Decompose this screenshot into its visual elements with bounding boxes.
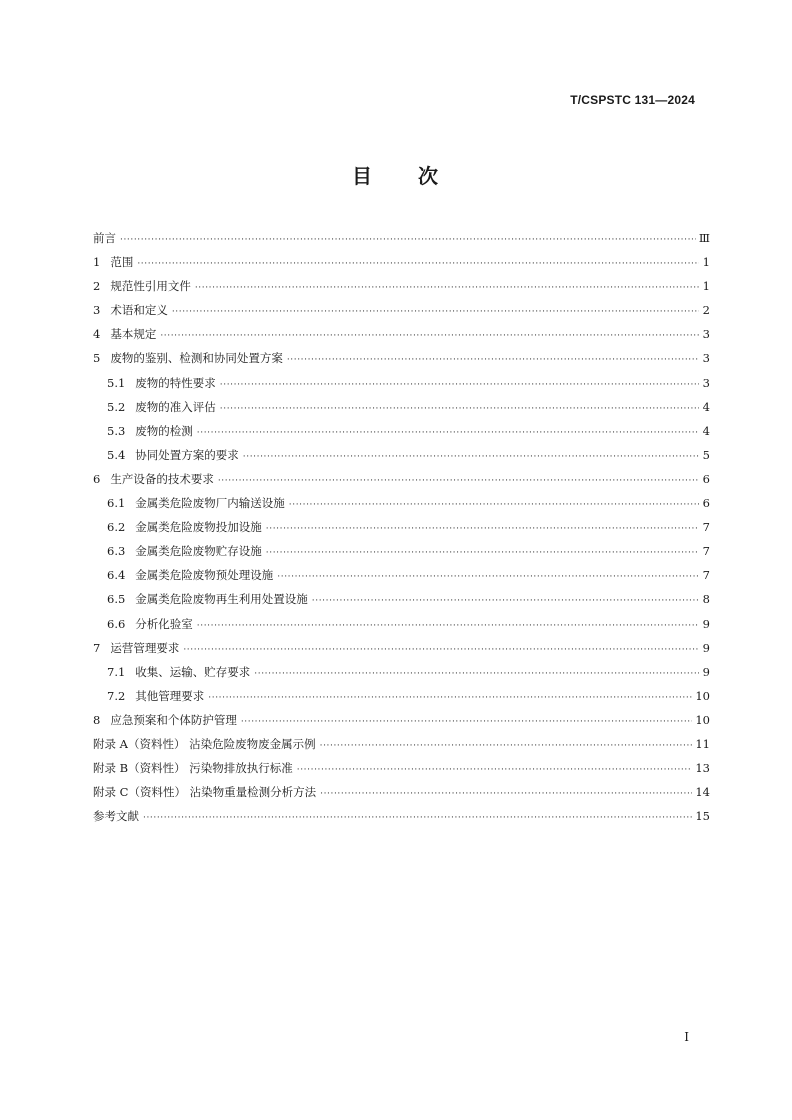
- toc-entry-page: Ⅲ: [698, 231, 710, 245]
- toc-entry-number: 4: [93, 327, 101, 342]
- toc-dot-leader: [160, 324, 699, 348]
- toc-dot-leader: [243, 445, 699, 469]
- toc-dot-leader: [143, 806, 692, 830]
- toc-dot-leader: [172, 300, 699, 324]
- toc-entry[interactable]: [93, 563, 710, 587]
- toc-entry-page: 1: [702, 255, 710, 270]
- toc-entry[interactable]: [93, 539, 710, 563]
- toc-entry-page: 7: [702, 520, 710, 535]
- toc-dot-leader: [197, 614, 699, 638]
- toc-entry[interactable]: [93, 346, 710, 370]
- toc-dot-leader: [289, 493, 699, 517]
- toc-entry-number: 2: [93, 279, 101, 294]
- toc-entry[interactable]: [93, 226, 710, 250]
- toc-entry-number: 6.5: [107, 592, 126, 607]
- toc-entry[interactable]: [93, 322, 710, 346]
- toc-entry-title: 废物的检测: [135, 423, 193, 438]
- toc-dot-leader: [287, 348, 699, 372]
- toc-dot-leader: [197, 421, 699, 445]
- toc-entry-page: 3: [702, 351, 710, 366]
- toc-entry[interactable]: [93, 587, 710, 611]
- toc-entry-page: 1: [702, 279, 710, 294]
- toc-entry[interactable]: [93, 804, 710, 828]
- toc-entry-title: 规范性引用文件: [110, 279, 191, 294]
- toc-dot-leader: [266, 541, 699, 565]
- toc-entry-number: 7.2: [107, 688, 126, 703]
- toc-entry-page: 9: [702, 640, 710, 655]
- toc-entry-page: 3: [702, 375, 710, 390]
- toc-dot-leader: [312, 589, 699, 613]
- toc-entry-page: 10: [695, 688, 710, 703]
- toc-dot-leader: [297, 758, 693, 782]
- toc-entry[interactable]: [93, 515, 710, 539]
- toc-entry-number: 7: [93, 640, 101, 655]
- toc-entry[interactable]: [93, 274, 710, 298]
- toc-entry[interactable]: [93, 756, 710, 780]
- toc-entry-title: 分析化验室: [135, 616, 193, 631]
- toc-entry-page: 3: [702, 327, 710, 342]
- toc-dot-leader: [120, 228, 696, 252]
- toc-entry[interactable]: [93, 732, 710, 756]
- toc-entry-page: 7: [702, 568, 710, 583]
- toc-entry-title: 其他管理要求: [135, 688, 205, 703]
- toc-entry-page: 6: [702, 471, 710, 486]
- toc-entry-title: 附录 B（资料性） 污染物排放执行标准: [93, 761, 293, 776]
- toc-entry-number: 6.1: [107, 496, 126, 511]
- toc-entry-page: 2: [702, 303, 710, 318]
- toc-entry-page: 6: [702, 496, 710, 511]
- toc-entry[interactable]: [93, 660, 710, 684]
- toc-entry-number: 5.1: [107, 375, 126, 390]
- toc-entry-page: 4: [702, 399, 710, 414]
- toc-entry-number: 5.2: [107, 399, 126, 414]
- page-title: [0, 160, 792, 189]
- toc-entry-title: 金属类危险废物厂内输送设施: [135, 496, 285, 511]
- toc-entry[interactable]: [93, 298, 710, 322]
- toc-entry-number: 8: [93, 712, 101, 727]
- toc-entry-number: 5.4: [107, 447, 126, 462]
- toc-entry-page: 4: [702, 423, 710, 438]
- toc-entry-title: 基本规定: [110, 327, 157, 342]
- toc-entry-number: 1: [93, 255, 101, 270]
- toc-dot-leader: [183, 638, 699, 662]
- toc-entry[interactable]: [93, 467, 710, 491]
- toc-dot-leader: [218, 469, 699, 493]
- toc-entry-number: 6.4: [107, 568, 126, 583]
- toc-entry-page: 10: [695, 712, 710, 727]
- toc-entry-title: 金属类危险废物贮存设施: [135, 544, 262, 559]
- toc-entry-page: 9: [702, 664, 710, 679]
- toc-entry-page: 15: [695, 809, 710, 824]
- page-number: I: [684, 1030, 689, 1044]
- toc-entry[interactable]: [93, 780, 710, 804]
- toc-entry-title: 废物的准入评估: [135, 399, 216, 414]
- title-char-1: 目: [352, 164, 374, 188]
- toc-entry[interactable]: [93, 250, 710, 274]
- toc-entry-page: 9: [702, 616, 710, 631]
- toc-entry-title: 术语和定义: [110, 303, 168, 318]
- toc-entry-number: 6.6: [107, 616, 126, 631]
- toc-entry-title: 收集、运输、贮存要求: [135, 664, 251, 679]
- toc-entry-number: 6.2: [107, 520, 126, 535]
- toc-entry-number: 6: [93, 471, 101, 486]
- toc-dot-leader: [254, 662, 699, 686]
- toc-entry-title: 废物的鉴别、检测和协同处置方案: [110, 351, 283, 366]
- toc-entry-title: 协同处置方案的要求: [135, 447, 239, 462]
- toc-entry-title: 金属类危险废物预处理设施: [135, 568, 274, 583]
- toc-entry-title: 前言: [93, 231, 116, 245]
- toc-entry-page: 13: [695, 761, 710, 776]
- toc-dot-leader: [208, 686, 692, 710]
- toc-entry[interactable]: [93, 684, 710, 708]
- toc-entry-title: 废物的特性要求: [135, 375, 216, 390]
- toc-entry-title: 生产设备的技术要求: [110, 471, 214, 486]
- toc-entry[interactable]: [93, 371, 710, 395]
- toc-entry[interactable]: [93, 395, 710, 419]
- toc-entry-title: 应急预案和个体防护管理: [110, 712, 237, 727]
- toc-entry-number: 5.3: [107, 423, 126, 438]
- toc-entry-page: 5: [702, 447, 710, 462]
- toc-entry-title: 范围: [110, 255, 134, 270]
- toc-entry[interactable]: [93, 636, 710, 660]
- table-of-contents: [93, 226, 710, 828]
- toc-dot-leader: [241, 710, 693, 734]
- toc-entry[interactable]: [93, 419, 710, 443]
- toc-dot-leader: [277, 565, 699, 589]
- toc-dot-leader: [320, 782, 692, 806]
- toc-entry-title: 参考文献: [93, 809, 139, 824]
- toc-dot-leader: [220, 373, 699, 397]
- toc-dot-leader: [137, 252, 699, 276]
- toc-entry-page: 7: [702, 544, 710, 559]
- toc-entry-number: 6.3: [107, 544, 126, 559]
- title-char-2: 次: [418, 164, 440, 188]
- toc-entry-number: 7.1: [107, 664, 126, 679]
- toc-entry-title: 金属类危险废物投加设施: [135, 520, 262, 535]
- toc-dot-leader: [195, 276, 699, 300]
- toc-entry[interactable]: [93, 443, 710, 467]
- toc-entry[interactable]: [93, 491, 710, 515]
- toc-dot-leader: [320, 734, 693, 758]
- toc-entry-number: 3: [93, 303, 101, 318]
- toc-entry-page: 8: [702, 592, 710, 607]
- toc-entry-title: 运营管理要求: [110, 640, 180, 655]
- toc-entry-number: 5: [93, 351, 101, 366]
- toc-entry[interactable]: [93, 708, 710, 732]
- standard-code: T/CSPSTC 131—2024: [570, 93, 695, 107]
- toc-dot-leader: [266, 517, 699, 541]
- toc-entry-title: 附录 A（资料性） 沾染危险废物废金属示例: [93, 736, 316, 751]
- toc-entry-title: 附录 C（资料性） 沾染物重量检测分析方法: [93, 785, 317, 800]
- toc-entry-page: 11: [695, 736, 710, 751]
- toc-entry[interactable]: [93, 612, 710, 636]
- toc-dot-leader: [220, 397, 699, 421]
- toc-entry-page: 14: [695, 785, 710, 800]
- toc-entry-title: 金属类危险废物再生利用处置设施: [135, 592, 308, 607]
